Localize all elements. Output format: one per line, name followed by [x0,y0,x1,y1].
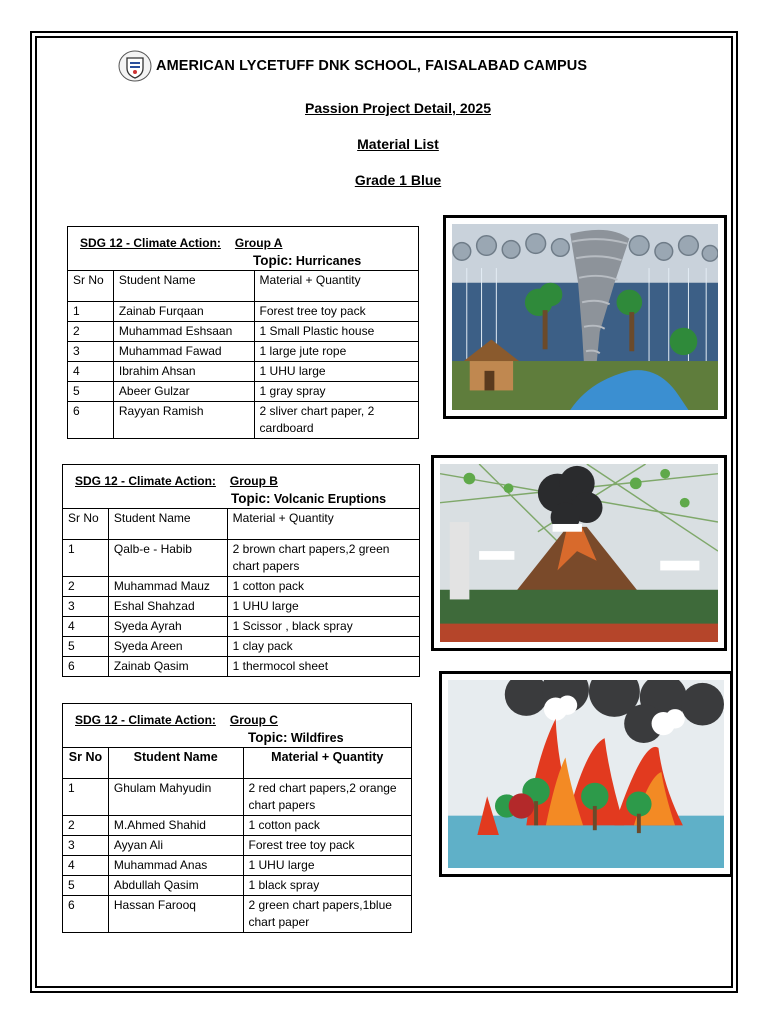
cell-sr: 4 [63,856,109,876]
cell-name: Zainab Furqaan [113,302,254,322]
cell-sr: 4 [68,362,114,382]
cell-sr: 5 [63,876,109,896]
table-row [68,302,419,322]
group-c-title: SDG 12 - Climate Action: [75,713,216,727]
cell-material: 1 large jute rope [254,342,418,362]
cell-name: Qalb-e - Habib [108,540,227,577]
group-a-table [67,226,419,439]
cell-sr: 3 [63,597,109,617]
cell-material: 1 Small Plastic house [254,322,418,342]
table-row [68,402,419,439]
cell-material: 1 thermocol sheet [227,657,419,677]
cell-material: 1 UHU large [254,362,418,382]
table-header-row [63,509,420,540]
cell-sr: 6 [63,896,109,933]
group-b-title: SDG 12 - Climate Action: [75,474,216,488]
volcano-diorama-image [440,464,718,642]
column-header-name: Student Name [108,509,227,540]
table-row [68,342,419,362]
cell-name: Hassan Farooq [108,896,243,933]
group-b-title-cell [63,465,420,509]
cell-material: 1 UHU large [227,597,419,617]
cell-sr: 2 [63,577,109,597]
project-title: Passion Project Detail, 2025 [305,100,491,116]
group-a-label: Group A [234,236,283,250]
table-row [63,779,412,816]
table-row [63,637,420,657]
cell-material: 2 red chart papers,2 orange chart papers [243,779,412,816]
cell-name: Muhammad Anas [108,856,243,876]
cell-name: Ibrahim Ahsan [113,362,254,382]
school-header [118,48,587,84]
table-row [63,836,412,856]
group-b-topic-label: Topic: [231,491,271,506]
cell-sr: 2 [68,322,114,342]
cell-sr: 1 [63,779,109,816]
group-c-table [62,703,412,933]
column-header-material: Material + Quantity [227,509,419,540]
cell-name: Eshal Shahzad [108,597,227,617]
hurricane-diorama-image [452,224,718,410]
cell-name: Abeer Gulzar [113,382,254,402]
group-c-title-cell [63,704,412,748]
group-a-title: SDG 12 - Climate Action: [80,236,221,250]
cell-sr: 5 [63,637,109,657]
school-name: AMERICAN LYCETUFF DNK SCHOOL, FAISALABAD CAMPUS [156,58,588,74]
table-row [68,382,419,402]
group-b-label: Group B [229,474,278,488]
cell-material: 1 clay pack [227,637,419,657]
cell-sr: 4 [63,617,109,637]
wildfire-diorama-photo [439,671,733,877]
column-header-material: Material + Quantity [254,271,418,302]
cell-material: 2 sliver chart paper, 2 cardboard [254,402,418,439]
table-row [63,597,420,617]
table-row [63,617,420,637]
cell-material: Forest tree toy pack [254,302,418,322]
cell-material: 1 black spray [243,876,412,896]
cell-material: 2 green chart papers,1blue chart paper [243,896,412,933]
hurricane-diorama-photo [443,215,727,419]
group-c-topic-label: Topic: [248,730,288,745]
table-row [63,577,420,597]
group-a-title-cell [68,227,419,271]
cell-material: 1 cotton pack [243,816,412,836]
table-row [63,816,412,836]
group-c-label: Group C [229,713,278,727]
cell-name: Ghulam Mahyudin [108,779,243,816]
cell-name: Rayyan Ramish [113,402,254,439]
cell-name: Zainab Qasim [108,657,227,677]
cell-name: Syeda Ayrah [108,617,227,637]
column-header-name: Student Name [113,271,254,302]
cell-material: 2 brown chart papers,2 green chart papers [227,540,419,577]
table-row [63,540,420,577]
group-b-topic: Volcanic Eruptions [273,492,387,506]
group-c-topic: Wildfires [290,731,344,745]
table-header-row [68,271,419,302]
column-header-sr: Sr No [63,509,109,540]
group-b-table [62,464,420,677]
cell-sr: 1 [68,302,114,322]
cell-material: Forest tree toy pack [243,836,412,856]
wildfire-diorama-image [448,680,724,868]
column-header-name: Student Name [108,748,243,779]
cell-name: Muhammad Eshsaan [113,322,254,342]
table-row [63,876,412,896]
cell-name: M.Ahmed Shahid [108,816,243,836]
cell-material: 1 gray spray [254,382,418,402]
cell-sr: 2 [63,816,109,836]
table-header-row [63,748,412,779]
cell-material: 1 UHU large [243,856,412,876]
cell-name: Muhammad Mauz [108,577,227,597]
table-row [68,362,419,382]
cell-material: 1 cotton pack [227,577,419,597]
table-row [68,322,419,342]
school-logo-icon [118,49,152,83]
column-header-sr: Sr No [63,748,109,779]
column-header-sr: Sr No [68,271,114,302]
group-a-topic-label: Topic: [253,253,293,268]
cell-sr: 3 [63,836,109,856]
volcano-diorama-photo [431,455,727,651]
cell-sr: 6 [68,402,114,439]
cell-sr: 6 [63,657,109,677]
column-header-material: Material + Quantity [243,748,412,779]
cell-sr: 5 [68,382,114,402]
group-a-topic: Hurricanes [295,254,362,268]
cell-name: Abdullah Qasim [108,876,243,896]
grade-title: Grade 1 Blue [354,172,442,188]
cell-sr: 1 [63,540,109,577]
table-row [63,896,412,933]
cell-name: Muhammad Fawad [113,342,254,362]
table-row [63,856,412,876]
cell-name: Ayyan Ali [108,836,243,856]
cell-name: Syeda Areen [108,637,227,657]
cell-material: 1 Scissor , black spray [227,617,419,637]
cell-sr: 3 [68,342,114,362]
list-title: Material List [357,136,439,152]
table-row [63,657,420,677]
